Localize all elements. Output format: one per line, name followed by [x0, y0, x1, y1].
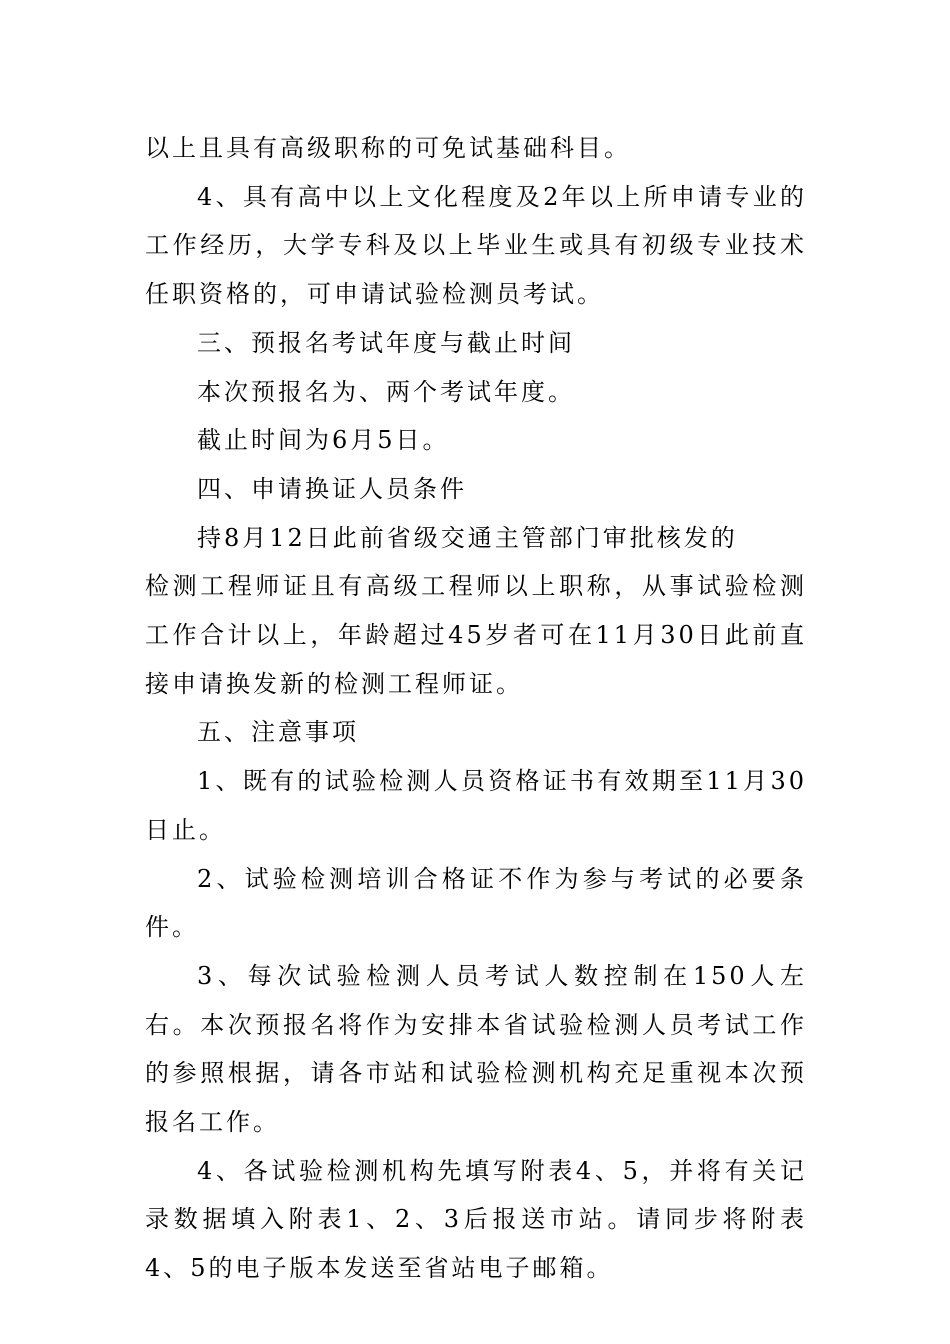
document-body [145, 124, 807, 1293]
paragraph-note-2: 2、试验检测培训合格证不作为参与考试的必要条件。 [145, 864, 807, 942]
paragraph-renewal-line-2: 检测工程师证且有高级工程师以上职称，从事试验检测工作合计以上，年龄超过45岁者可在11月30日此前直接申请换发新的检测工程师证。 [145, 572, 807, 698]
paragraph-renewal-line-1: 持8月12日此前省级交通主管部门审批核发的 [197, 523, 738, 552]
paragraph-exam-years: 本次预报名为、两个考试年度。 [197, 377, 575, 406]
paragraph-item-4-requirements: 4、具有高中以上文化程度及2年以上所申请专业的工作经历，大学专科及以上毕业生或具有初级专业技术任职资格的，可申请试验检测员考试。 [145, 182, 807, 309]
paragraph-note-4: 4、各试验检测机构先填写附表4、5，并将有关记录数据填入附表1、2、3后报送市站。请同步将附表4、5的电子版本发送至省站电子邮箱。 [145, 1156, 807, 1283]
section-heading-5: 五、注意事项 [197, 718, 359, 747]
paragraph-note-3: 3、每次试验检测人员考试人数控制在150人左右。本次预报名将作为安排本省试验检测人员考试工作的参照根据，请各市站和试验检测机构充足重视本次预报名工作。 [145, 961, 807, 1137]
paragraph-deadline: 截止时间为6月5日。 [197, 426, 450, 455]
paragraph-continuation: 以上且具有高级职称的可免试基础科目。 [145, 134, 631, 162]
section-heading-3: 三、预报名考试年度与截止时间 [197, 328, 575, 357]
section-heading-4: 四、申请换证人员条件 [197, 474, 467, 503]
paragraph-note-1: 1、既有的试验检测人员资格证书有效期至11月30日止。 [145, 767, 807, 844]
